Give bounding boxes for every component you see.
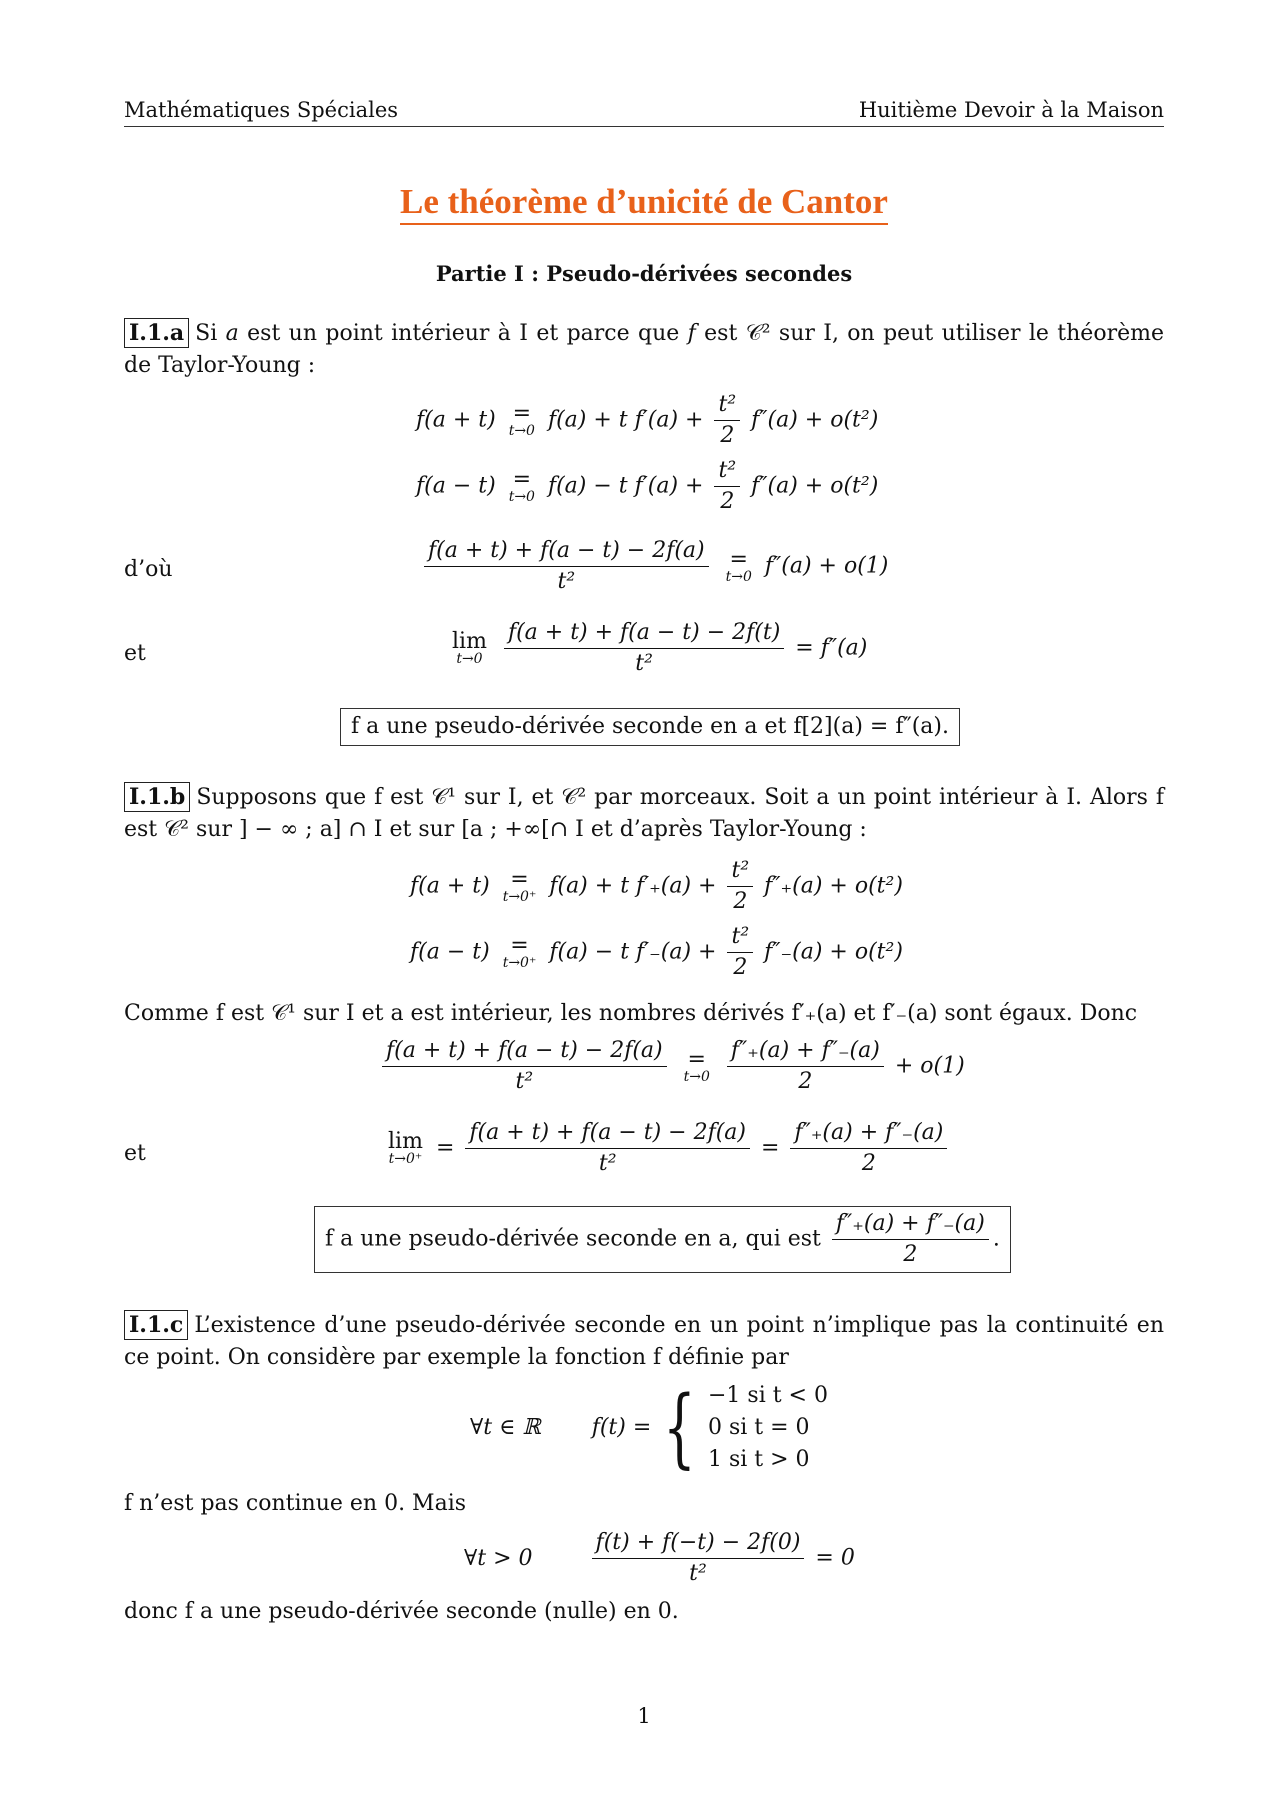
taylor-eq-1: f(a + t) = t→0 f(a) + t f′(a) + $\frac{\text{t²}}{2}$ f″(a) + o(t²)	[416, 392, 879, 448]
zero-quotient-eq: ∀t > 0 $\frac{f(t) + f(-t) - 2f(0)}{\text{t²}}$ = 0	[464, 1530, 855, 1586]
label-et-1: et	[124, 641, 146, 666]
taylor-eq-b2: f(a − t) = t→0⁺ f(a) − t f′₋(a) + $\frac{\text{t²}}{2}$ f″₋(a) + o(t²)	[410, 924, 903, 980]
section-tag-1b: I.1.b	[124, 782, 190, 812]
not-continuous-line: f n’est pas continue en 0. Mais	[124, 1491, 467, 1516]
brace-symbol: {	[663, 1378, 697, 1478]
header-left: Mathématiques Spéciales	[124, 98, 399, 122]
taylor-eq-2: f(a − t) = t→0 f(a) − t f′(a) + $\frac{\text{t²}}{2}$ f″(a) + o(t²)	[416, 458, 879, 514]
comme-paragraph: Comme f est 𝒞¹ sur I et a est intérieur, les nombres dérivés f′₊(a) et f′₋(a) sont égaux. Donc	[124, 1001, 1138, 1026]
taylor-eq-b1: f(a + t) = t→0⁺ f(a) + t f′₊(a) + $\frac{\text{t²}}{2}$ f″₊(a) + o(t²)	[410, 858, 903, 914]
quotient-eq-b: $\frac{f(a + t) + f(a - t) - 2f(a)}{\text{t²}}$ = t→0 $\frac{f''_+(a) + f''_-(a)}{2}$ + o(1)	[378, 1036, 965, 1097]
section-tag-1c: I.1.c	[124, 1310, 188, 1340]
section-1b-intro: I.1.b Supposons que f est 𝒞¹ sur I, et 𝒞² par morceaux. Soit a un point intérieur à I. Alors f est 𝒞² sur ] − ∞ ; a] ∩ I et sur [a ; +∞[∩ I et d’après Taylor-Young :	[124, 784, 1164, 842]
limit-eq: lim t→0 $\frac{f(a + t) + f(a - t) - 2f(t)}{\text{t²}}$ = f″(a)	[452, 620, 868, 676]
header-right: Huitième Devoir à la Maison	[858, 98, 1164, 122]
part-title: Partie I : Pseudo-dérivées secondes	[435, 261, 853, 286]
page	[124, 0, 1164, 1811]
limit-eq-b: lim t→0⁺ = $\frac{f(a + t) + f(a - t) - 2f(a)}{\text{t²}}$ = $\frac{f''_+(a) + f''_-(a)}{2}$	[382, 1118, 951, 1179]
section-1c-intro: I.1.c L’existence d’une pseudo-dérivée seconde en un point n’implique pas la continuité en ce point. On considère par exemple la fonction f définie par	[124, 1312, 1164, 1370]
result-box-1b: f a une pseudo-dérivée seconde en a, qui est $\frac{f''_+(a) + f''_-(a)}{2}$ .	[314, 1206, 1011, 1273]
document-title: Le théorème d’unicité de Cantor	[124, 182, 1164, 222]
page-number: 1	[637, 1704, 651, 1728]
section-tag-1a: I.1.a	[124, 318, 189, 348]
quotient-eq: $\frac{f(a + t) + f(a - t) - 2f(a)}{\text{t²}}$ = t→0 f″(a) + o(1)	[420, 536, 888, 597]
piecewise-definition: ∀t ∈ ℝ f(t) = { −1 si t < 0 0 si t = 0 1 si t > 0	[470, 1378, 828, 1478]
running-header	[124, 94, 1164, 127]
conclusion-line: donc f a une pseudo-dérivée seconde (nulle) en 0.	[124, 1599, 679, 1624]
label-dou: d’où	[124, 557, 173, 582]
result-box-1a: f a une pseudo-dérivée seconde en a et f[2](a) = f″(a).	[340, 708, 960, 746]
section-1a-intro: I.1.a Si a est un point intérieur à I et parce que f est 𝒞² sur I, on peut utiliser le théorème de Taylor-Young :	[124, 320, 1164, 378]
cases: −1 si t < 0 0 si t = 0 1 si t > 0	[707, 1383, 828, 1472]
label-et-2: et	[124, 1141, 146, 1166]
